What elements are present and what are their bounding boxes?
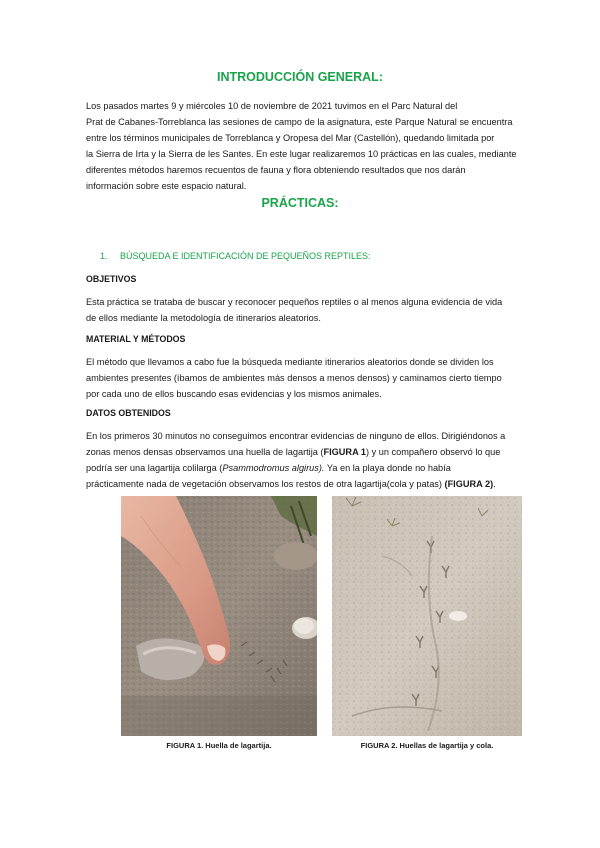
intro-line: la Sierra de Irta y la Sierra de les Santes. En este lugar realizaremos 10 prácticas en las cuales, mediante bbox=[86, 149, 517, 159]
datos-text: Ya en la playa donde no había bbox=[324, 463, 451, 473]
datos-line bbox=[86, 444, 548, 460]
intro-line: diferentes métodos haremos recuentos de fauna y flora obteniendo resultados que nos darán bbox=[86, 165, 466, 175]
figure-2-caption: FIGURA 2. Huellas de lagartija y cola. bbox=[360, 741, 494, 750]
datos-line: En los primeros 30 minutos no conseguimos encontrar evidencias de ninguno de ellos. Dirigiéndonos a bbox=[86, 431, 506, 441]
figure-2-image bbox=[332, 496, 522, 736]
objetivos-line: de ellos mediante la metodología de itinerarios aleatorios. bbox=[86, 313, 321, 323]
intro-line: Prat de Cabanes-Torreblanca las sesiones de campo de la asignatura, este Parque Natural se encuentra bbox=[86, 117, 513, 127]
figure-1-image bbox=[121, 496, 317, 736]
material-line: por cada uno de ellos buscando esas evidencias y los mismos animales. bbox=[86, 389, 382, 399]
figure-1-photo bbox=[121, 496, 317, 736]
section-title-text: BÚSQUEDA E IDENTIFICACIÓN DE PEQUEÑOS REPTILES: bbox=[120, 251, 371, 261]
section-title bbox=[100, 251, 371, 261]
practicas-title: PRÁCTICAS: bbox=[261, 196, 339, 210]
figure-1-caption: FIGURA 1. Huella de lagartija. bbox=[166, 741, 272, 750]
datos-heading: DATOS OBTENIDOS bbox=[86, 408, 171, 418]
section-number: 1. bbox=[100, 251, 108, 261]
objetivos-heading: OBJETIVOS bbox=[86, 274, 137, 284]
intro-line: información sobre este espacio natural. bbox=[86, 181, 247, 191]
objetivos-line: Esta práctica se trataba de buscar y reconocer pequeños reptiles o al menos alguna evidencia de vida bbox=[86, 297, 503, 307]
figure-reference: (FIGURA 2) bbox=[444, 479, 494, 489]
intro-line: entre los términos municipales de Torreblanca y Oropesa del Mar (Castellón), quedando limitada por bbox=[86, 133, 495, 143]
figure-reference: FIGURA 1 bbox=[323, 447, 367, 457]
figure-2-photo bbox=[332, 496, 522, 736]
intro-line: Los pasados martes 9 y miércoles 10 de noviembre de 2021 tuvimos en el Parc Natural del bbox=[86, 101, 458, 111]
material-line: ambientes presentes (íbamos de ambientes más densos a menos densos) y caminamos cierto tiempo bbox=[86, 373, 502, 383]
datos-text: ) y un compañero observó lo que bbox=[366, 447, 501, 457]
intro-title: INTRODUCCIÓN GENERAL: bbox=[217, 70, 383, 84]
datos-text: . bbox=[493, 479, 496, 489]
material-heading: MATERIAL Y MÉTODOS bbox=[86, 334, 186, 344]
material-line: El método que llevamos a cabo fue la búsqueda mediante itinerarios aleatorios donde se dividen los bbox=[86, 357, 494, 367]
datos-line bbox=[86, 476, 548, 492]
datos-line bbox=[86, 460, 548, 476]
datos-text: zonas menos densas observamos una huella de lagartija ( bbox=[86, 447, 324, 457]
datos-text: podría ser una lagartija colilarga ( bbox=[86, 463, 223, 473]
species-name: Psammodromus algirus). bbox=[222, 463, 325, 473]
datos-text: prácticamente nada de vegetación observamos los restos de otra lagartija(cola y patas) bbox=[86, 479, 445, 489]
